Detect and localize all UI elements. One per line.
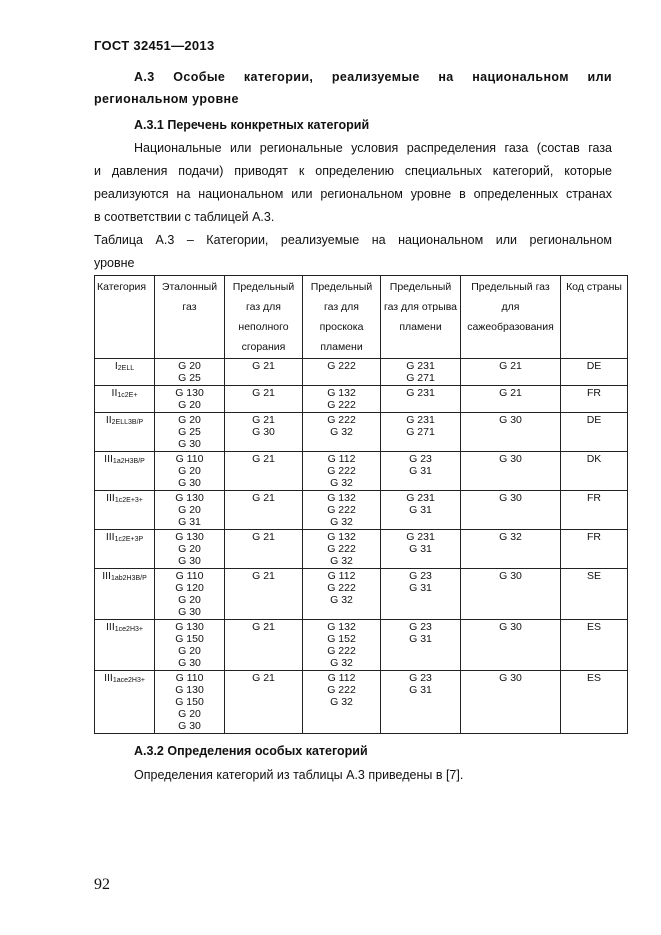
gas-value: G 20 [178, 594, 201, 606]
gas-value: G 150 [175, 696, 204, 708]
table-row [95, 671, 628, 734]
gas-value: G 21 [252, 414, 275, 426]
categories-table [94, 275, 628, 734]
gas-value: G 20 [178, 645, 201, 657]
reference-gas-cell [155, 491, 225, 530]
incomplete-combustion-cell [225, 359, 303, 386]
gas-value: G 21 [252, 360, 275, 372]
incomplete-combustion-cell [225, 530, 303, 569]
table-row [95, 413, 628, 452]
gas-value: G 21 [252, 387, 275, 399]
gas-value: G 222 [327, 504, 356, 516]
incomplete-combustion-cell [225, 413, 303, 452]
header-reference-gas: Эталонный газ [155, 276, 225, 359]
gas-value: G 31 [178, 516, 201, 528]
country-code-cell: DE [561, 413, 628, 452]
category-main: III [106, 621, 115, 633]
sooting-cell [461, 359, 561, 386]
category-subscript: 2ELL3B/P [111, 419, 144, 426]
sooting-cell [461, 413, 561, 452]
gas-value: G 25 [178, 372, 201, 384]
flame-lift-cell [381, 491, 461, 530]
gas-value: G 31 [409, 582, 432, 594]
gas-value: G 30 [178, 477, 201, 489]
gas-value: G 110 [175, 672, 204, 684]
gas-value: G 31 [409, 684, 432, 696]
reference-gas-cell [155, 413, 225, 452]
paragraph-line: и давления подачи) приводят к определению специальных категорий, которые [94, 164, 612, 178]
category-subscript: 1ab2H3B/P [110, 575, 147, 582]
incomplete-combustion-cell [225, 620, 303, 671]
gas-value: G 30 [178, 720, 201, 732]
gas-value: G 25 [178, 426, 201, 438]
flame-lift-cell [381, 620, 461, 671]
header-category: Категория [95, 276, 155, 359]
gas-value: G 32 [330, 477, 353, 489]
category-cell [95, 386, 155, 413]
table-row [95, 452, 628, 491]
gas-value: G 222 [327, 582, 356, 594]
light-back-cell [303, 413, 381, 452]
gas-value: G 30 [178, 657, 201, 669]
gas-value: G 132 [327, 492, 356, 504]
gas-value: G 231 [406, 360, 435, 372]
gas-value: G 110 [175, 453, 204, 465]
section-a32-title: А.3.2 Определения особых категорий [134, 744, 368, 758]
gas-value: G 32 [330, 594, 353, 606]
gas-value: G 271 [406, 426, 435, 438]
gas-value: G 112 [327, 570, 356, 582]
section-a31-title: А.3.1 Перечень конкретных категорий [134, 118, 370, 132]
country-code-cell: DE [561, 359, 628, 386]
reference-gas-cell [155, 671, 225, 734]
gas-value: G 23 [409, 453, 432, 465]
gas-value: G 112 [327, 672, 356, 684]
gas-value: G 23 [409, 621, 432, 633]
incomplete-combustion-cell [225, 386, 303, 413]
section-a3-title-line1: А.3 Особые категории, реализуемые на национальном или [134, 70, 612, 84]
category-subscript: 2ELL [117, 365, 135, 372]
category-subscript: 1a2H3B/P [112, 458, 145, 465]
table-caption: Таблица А.3 – Категории, реализуемые на национальном или региональном [94, 233, 612, 247]
incomplete-combustion-cell [225, 452, 303, 491]
light-back-cell [303, 491, 381, 530]
gas-value: G 112 [327, 453, 356, 465]
flame-lift-cell [381, 569, 461, 620]
gas-value: G 20 [178, 465, 201, 477]
paragraph-a32: Определения категорий из таблицы А.3 приведены в [7]. [134, 768, 464, 782]
gas-value: G 30 [499, 453, 522, 465]
flame-lift-cell [381, 452, 461, 491]
flame-lift-cell [381, 413, 461, 452]
header-light-back: Предельный газ для проскока пламени [303, 276, 381, 359]
gas-value: G 32 [499, 531, 522, 543]
gas-value: G 130 [175, 621, 204, 633]
gas-value: G 23 [409, 672, 432, 684]
gas-value: G 21 [252, 492, 275, 504]
sooting-cell [461, 386, 561, 413]
sooting-cell [461, 491, 561, 530]
category-main: III [106, 492, 115, 504]
gas-value: G 21 [499, 360, 522, 372]
country-code-cell: FR [561, 491, 628, 530]
gas-value: G 32 [330, 657, 353, 669]
gas-value: G 32 [330, 555, 353, 567]
gas-value: G 222 [327, 399, 356, 411]
country-code-cell: DK [561, 452, 628, 491]
sooting-cell [461, 620, 561, 671]
gas-value: G 23 [409, 570, 432, 582]
reference-gas-cell [155, 620, 225, 671]
gas-value: G 231 [406, 387, 435, 399]
category-cell [95, 671, 155, 734]
gas-value: G 32 [330, 516, 353, 528]
gas-value: G 30 [499, 621, 522, 633]
light-back-cell [303, 620, 381, 671]
sooting-cell [461, 530, 561, 569]
gas-value: G 222 [327, 684, 356, 696]
category-cell [95, 413, 155, 452]
gas-value: G 30 [178, 606, 201, 618]
table-row [95, 359, 628, 386]
gas-value: G 130 [175, 492, 204, 504]
category-main: III [105, 531, 115, 543]
gas-value: G 130 [175, 531, 204, 543]
gas-value: G 20 [178, 504, 201, 516]
header-incomplete-combustion: Предельный газ для неполного сгорания [225, 276, 303, 359]
gas-value: G 32 [330, 426, 353, 438]
category-subscript: 1c2E+ [117, 392, 138, 399]
category-cell [95, 452, 155, 491]
category-cell [95, 491, 155, 530]
sooting-cell [461, 452, 561, 491]
gas-value: G 21 [252, 531, 275, 543]
gas-value: G 21 [252, 453, 275, 465]
flame-lift-cell [381, 386, 461, 413]
gas-value: G 30 [499, 492, 522, 504]
gas-value: G 150 [175, 633, 204, 645]
header-flame-lift: Предельный газ для отрыва пламени [381, 276, 461, 359]
table-caption-cont: уровне [94, 256, 135, 270]
country-code-cell: ES [561, 671, 628, 734]
reference-gas-cell [155, 452, 225, 491]
country-code-cell: FR [561, 386, 628, 413]
gas-value: G 222 [327, 360, 356, 372]
category-cell [95, 359, 155, 386]
gas-value: G 222 [327, 465, 356, 477]
gas-value: G 231 [406, 531, 435, 543]
section-a3-title-line2: региональном уровне [94, 92, 239, 106]
country-code-cell: SE [561, 569, 628, 620]
gas-value: G 21 [252, 621, 275, 633]
reference-gas-cell [155, 569, 225, 620]
country-code-cell: ES [561, 620, 628, 671]
category-main: III [104, 453, 113, 465]
light-back-cell [303, 359, 381, 386]
category-cell [95, 569, 155, 620]
gas-value: G 20 [178, 708, 201, 720]
reference-gas-cell [155, 386, 225, 413]
gas-value: G 31 [409, 633, 432, 645]
category-main: III [104, 672, 113, 684]
document-header: ГОСТ 32451—2013 [94, 38, 215, 53]
gas-value: G 31 [409, 465, 432, 477]
gas-value: G 32 [330, 696, 353, 708]
country-code-cell: FR [561, 530, 628, 569]
gas-value: G 21 [252, 672, 275, 684]
gas-value: G 152 [327, 633, 356, 645]
sooting-cell [461, 671, 561, 734]
gas-value: G 30 [499, 570, 522, 582]
header-country-code: Код страны [561, 276, 628, 359]
incomplete-combustion-cell [225, 491, 303, 530]
light-back-cell [303, 386, 381, 413]
gas-value: G 20 [178, 543, 201, 555]
gas-value: G 130 [175, 684, 204, 696]
category-subscript: 1ace2H3+ [112, 677, 145, 684]
gas-value: G 30 [178, 555, 201, 567]
flame-lift-cell [381, 671, 461, 734]
gas-value: G 21 [252, 570, 275, 582]
category-cell [95, 620, 155, 671]
table-row [95, 386, 628, 413]
incomplete-combustion-cell [225, 569, 303, 620]
table-header-row [95, 276, 628, 359]
gas-value: G 110 [175, 570, 204, 582]
gas-value: G 231 [406, 414, 435, 426]
gas-value: G 222 [327, 645, 356, 657]
light-back-cell [303, 530, 381, 569]
reference-gas-cell [155, 359, 225, 386]
gas-value: G 222 [327, 414, 356, 426]
gas-value: G 132 [327, 531, 356, 543]
light-back-cell [303, 671, 381, 734]
category-subscript: 1c2E+3P [114, 536, 144, 543]
table-row [95, 491, 628, 530]
gas-value: G 132 [327, 621, 356, 633]
gas-value: G 130 [175, 387, 204, 399]
gas-value: G 222 [327, 543, 356, 555]
gas-value: G 30 [252, 426, 275, 438]
reference-gas-cell [155, 530, 225, 569]
flame-lift-cell [381, 359, 461, 386]
table-row [95, 620, 628, 671]
gas-value: G 20 [178, 360, 201, 372]
category-subscript: 1c2E+3+ [114, 497, 143, 504]
sooting-cell [461, 569, 561, 620]
gas-value: G 231 [406, 492, 435, 504]
category-cell [95, 530, 155, 569]
paragraph-line: Национальные или региональные условия распределения газа (состав газа [134, 141, 612, 155]
category-main: II [105, 414, 112, 426]
category-main: I [114, 360, 118, 372]
gas-value: G 30 [499, 672, 522, 684]
header-sooting: Предельный газ для сажеобразования [461, 276, 561, 359]
gas-value: G 30 [499, 414, 522, 426]
gas-value: G 271 [406, 372, 435, 384]
flame-lift-cell [381, 530, 461, 569]
paragraph-line: реализуются на национальном или региональном уровне в определенных странах [94, 187, 612, 201]
table-row [95, 530, 628, 569]
category-main: III [102, 570, 111, 582]
light-back-cell [303, 569, 381, 620]
gas-value: G 30 [178, 438, 201, 450]
gas-value: G 120 [175, 582, 204, 594]
gas-value: G 132 [327, 387, 356, 399]
gas-value: G 31 [409, 543, 432, 555]
table-row [95, 569, 628, 620]
gas-value: G 31 [409, 504, 432, 516]
gas-value: G 20 [178, 414, 201, 426]
incomplete-combustion-cell [225, 671, 303, 734]
paragraph-line: в соответствии с таблицей А.3. [94, 210, 275, 224]
page-number: 92 [94, 876, 110, 893]
gas-value: G 21 [499, 387, 522, 399]
light-back-cell [303, 452, 381, 491]
category-main: II [111, 387, 118, 399]
category-subscript: 1ce2H3+ [114, 626, 143, 633]
gas-value: G 20 [178, 399, 201, 411]
